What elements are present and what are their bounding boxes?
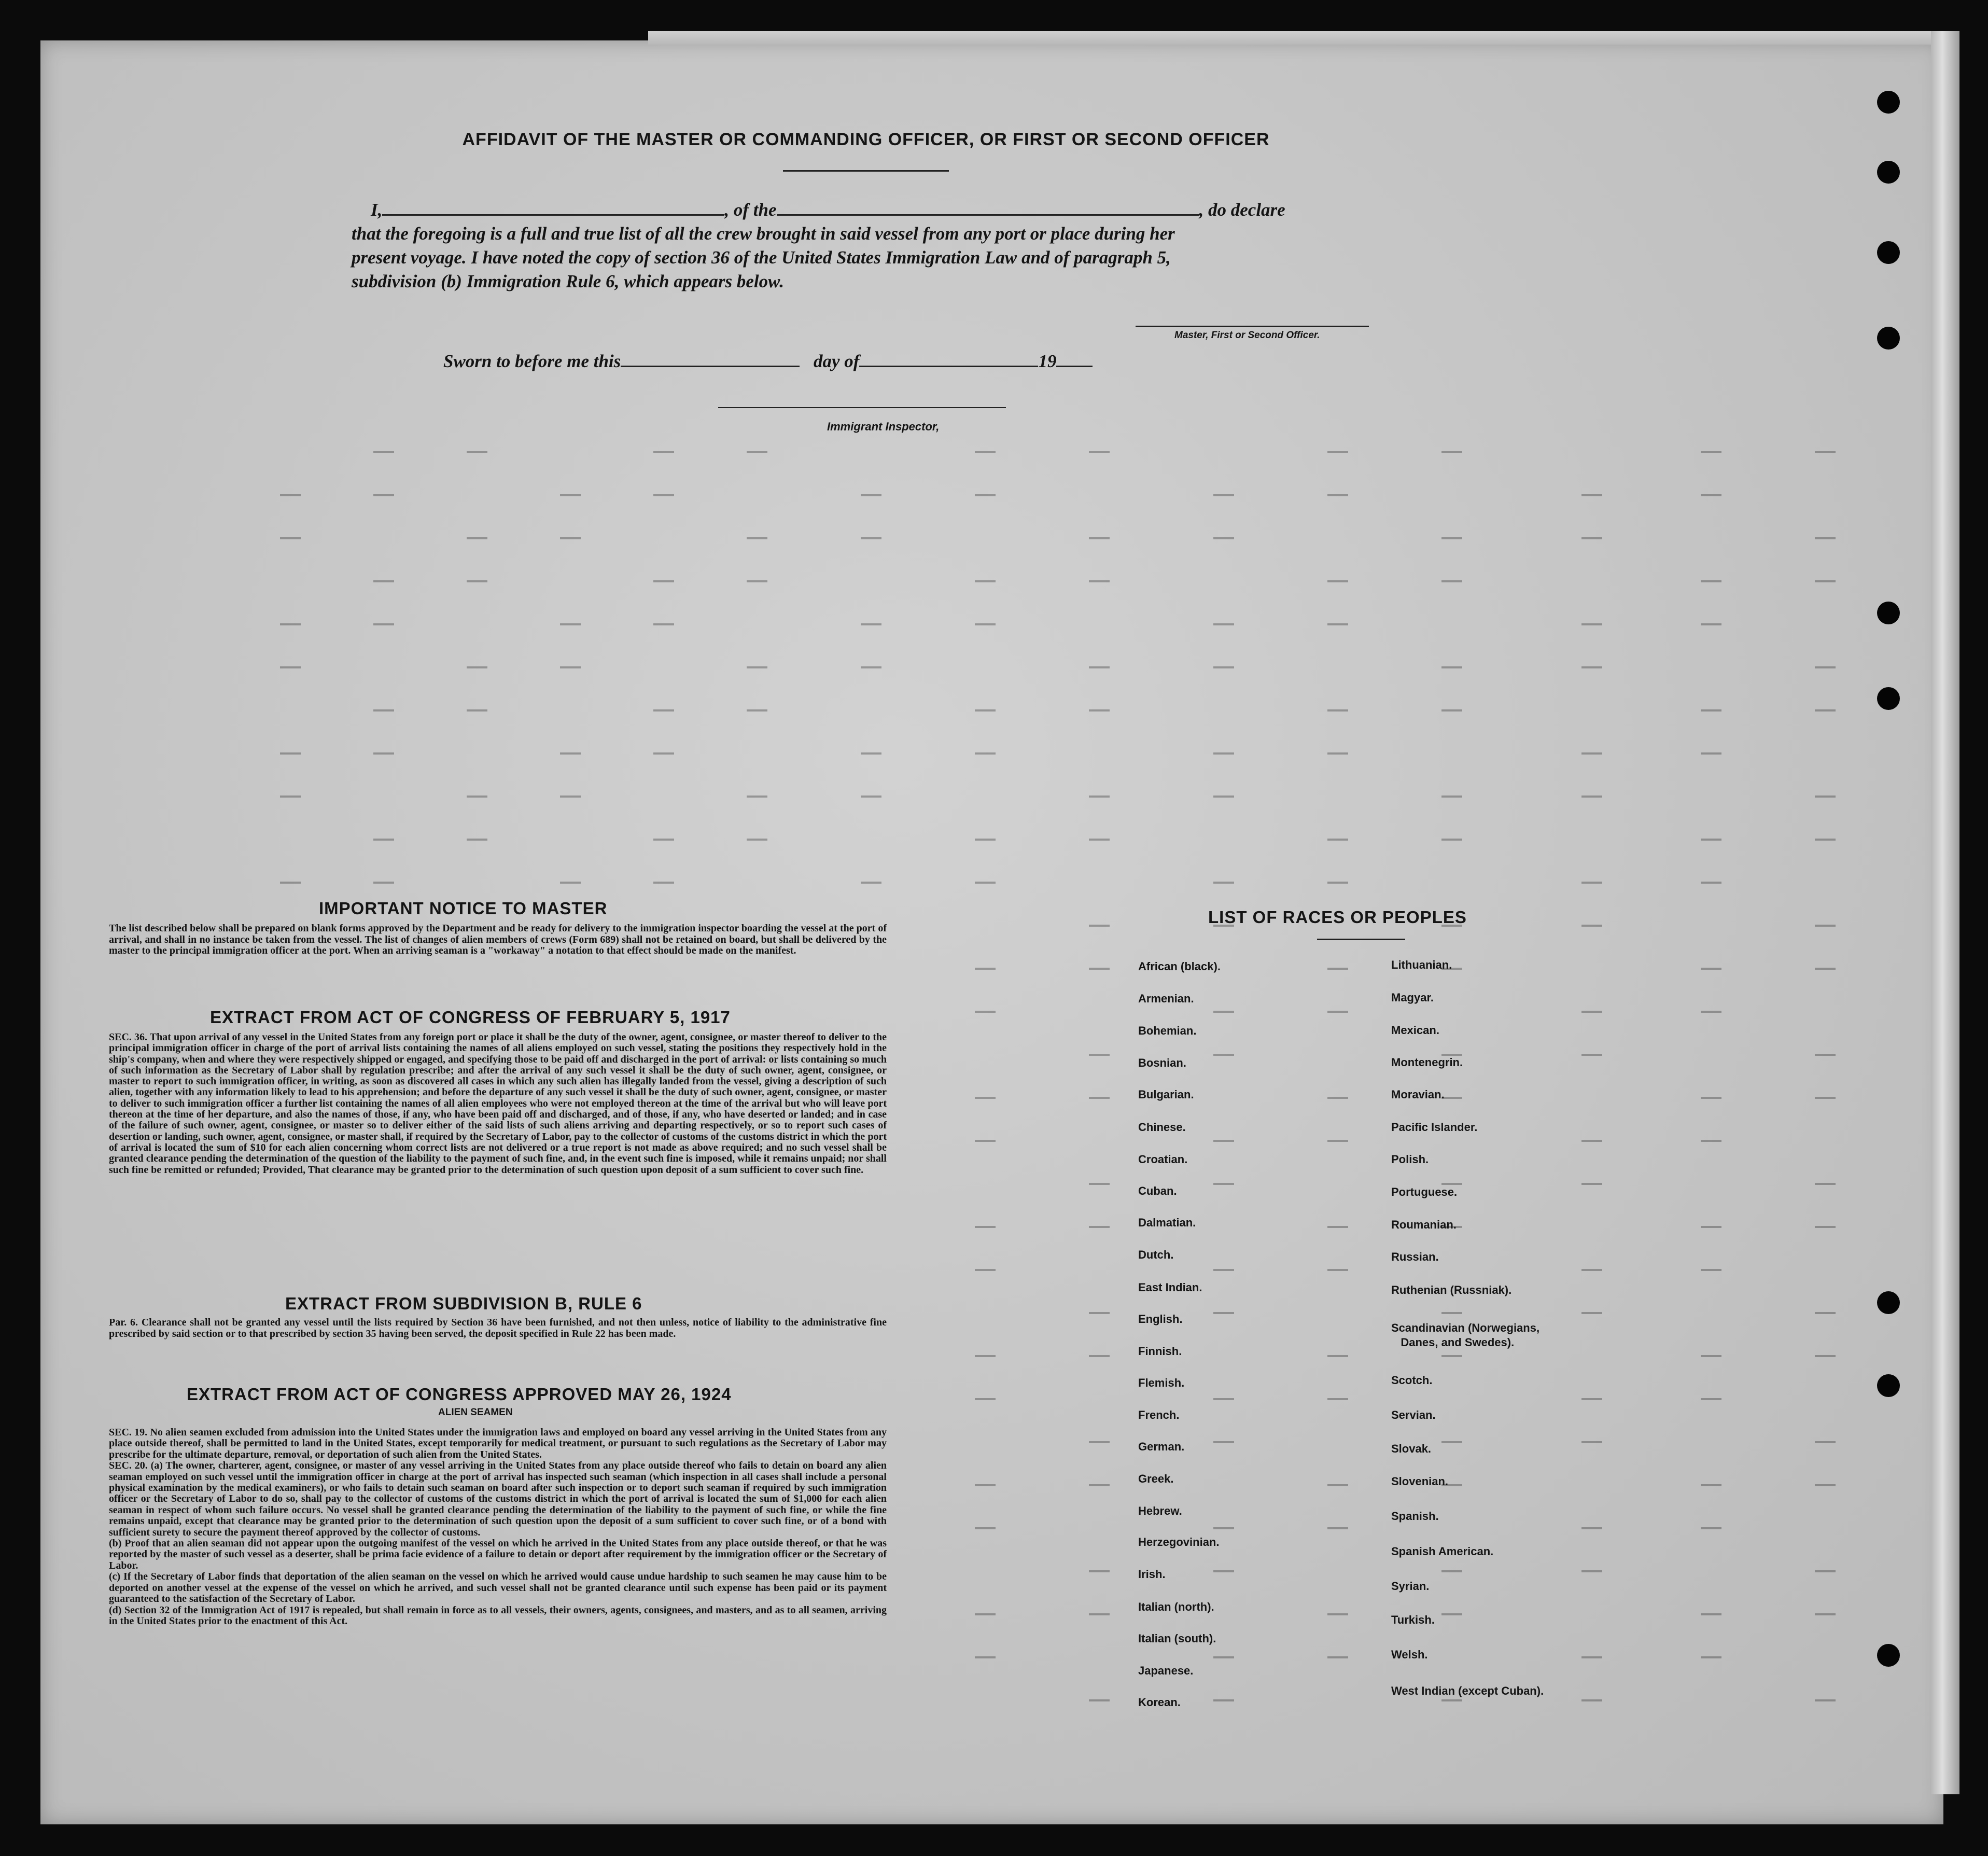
ditto-mark (1089, 666, 1110, 668)
ditto-mark (1581, 1183, 1602, 1185)
ditto-mark (1089, 1613, 1110, 1615)
ditto-mark (747, 709, 767, 711)
race-item: Chinese. (1138, 1121, 1186, 1134)
ditto-mark (1213, 796, 1234, 798)
ditto-mark (373, 451, 394, 453)
ditto-mark (653, 709, 674, 711)
ditto-mark (1581, 1441, 1602, 1443)
race-item: Armenian. (1138, 992, 1194, 1005)
race-item: Scandinavian (Norwegians, Danes, and Swedes). (1391, 1321, 1540, 1349)
ditto-mark (1815, 1054, 1836, 1056)
ditto-mark (1089, 709, 1110, 711)
ditto-mark (1089, 451, 1110, 453)
ditto-mark (975, 1484, 996, 1486)
signature-line (1136, 326, 1369, 327)
ditto-mark (975, 1527, 996, 1529)
ditto-mark (1327, 709, 1348, 711)
ditto-mark (280, 494, 301, 496)
ditto-mark (1815, 1183, 1836, 1185)
page-top-edge (648, 31, 1944, 45)
ditto-mark (861, 494, 881, 496)
race-item: Turkish. (1391, 1613, 1435, 1626)
ditto-mark (1089, 580, 1110, 582)
ditto-mark (467, 796, 487, 798)
race-item: Pacific Islander. (1391, 1121, 1478, 1134)
race-item: Spanish. (1391, 1510, 1439, 1523)
ditto-mark (1213, 1312, 1234, 1314)
ditto-mark (1701, 752, 1721, 755)
ditto-mark (1581, 1312, 1602, 1314)
race-item: East Indian. (1138, 1281, 1202, 1294)
binder-hole (1877, 91, 1900, 114)
name-blank (382, 199, 724, 216)
ditto-mark (1089, 1699, 1110, 1701)
ditto-mark (975, 1613, 996, 1615)
ditto-mark (1089, 925, 1110, 927)
ditto-mark (1213, 1398, 1234, 1400)
ditto-mark (975, 1269, 996, 1271)
ditto-mark (1327, 968, 1348, 970)
race-item: Polish. (1391, 1153, 1429, 1166)
ditto-mark (1213, 1054, 1234, 1056)
ditto-mark (1441, 1699, 1462, 1701)
ditto-mark (373, 752, 394, 755)
ditto-mark (1327, 1269, 1348, 1271)
ditto-mark (1701, 839, 1721, 841)
affidavit-declare: , do declare (1199, 200, 1285, 220)
race-item: Servian. (1391, 1408, 1436, 1421)
ditto-mark (1213, 1527, 1234, 1529)
ditto-mark (1327, 580, 1348, 582)
sworn-line (443, 350, 1093, 373)
ditto-mark (975, 839, 996, 841)
ditto-mark (373, 623, 394, 625)
ditto-mark (280, 882, 301, 884)
binder-hole (1877, 327, 1900, 350)
ditto-mark (1815, 1226, 1836, 1228)
ditto-mark (467, 537, 487, 539)
race-item: Croatian. (1138, 1153, 1188, 1166)
ditto-mark (1327, 1355, 1348, 1357)
ditto-mark (975, 451, 996, 453)
ditto-mark (1089, 1570, 1110, 1572)
race-item: Scotch. (1391, 1374, 1433, 1387)
race-item: Slovenian. (1391, 1475, 1449, 1488)
ditto-mark (1441, 580, 1462, 582)
ditto-mark (975, 1355, 996, 1357)
race-item: Portuguese. (1391, 1185, 1458, 1198)
ditto-mark (1701, 1527, 1721, 1529)
ditto-mark (1213, 1269, 1234, 1271)
ditto-mark (653, 623, 674, 625)
ditto-mark (1815, 1699, 1836, 1701)
ditto-mark (1581, 623, 1602, 625)
ditto-mark (1701, 1097, 1721, 1099)
ditto-mark (1701, 1011, 1721, 1013)
ditto-mark (747, 451, 767, 453)
binder-hole (1877, 1644, 1900, 1667)
affidavit-title: AFFIDAVIT OF THE MASTER OR COMMANDING OFFICER, OR FIRST OR SECOND OFFICER (462, 130, 1270, 149)
ditto-mark (1815, 1355, 1836, 1357)
ditto-mark (1815, 839, 1836, 841)
affidavit-line-4: subdivision (b) Immigration Rule 6, which appears below. (352, 271, 784, 291)
ditto-mark (1213, 752, 1234, 755)
ditto-mark (1327, 1656, 1348, 1658)
ditto-mark (560, 623, 581, 625)
ditto-mark (1815, 1312, 1836, 1314)
race-item: Italian (north). (1138, 1600, 1214, 1613)
ditto-mark (975, 1226, 996, 1228)
race-item: Hebrew. (1138, 1504, 1182, 1517)
ditto-mark (1701, 494, 1721, 496)
ditto-mark (1701, 1613, 1721, 1615)
race-item: Russian. (1391, 1250, 1439, 1263)
race-item: Syrian. (1391, 1580, 1430, 1593)
ditto-mark (560, 796, 581, 798)
ditto-mark (861, 623, 881, 625)
sworn-month-blank (859, 350, 1038, 367)
ditto-mark (373, 882, 394, 884)
ditto-mark (1815, 709, 1836, 711)
race-item: Flemish. (1138, 1376, 1185, 1389)
ditto-mark (1089, 1312, 1110, 1314)
sworn-text: Sworn to before me this (443, 351, 621, 371)
ditto-mark (1701, 580, 1721, 582)
binder-hole (1877, 1374, 1900, 1397)
ditto-mark (1327, 1140, 1348, 1142)
ditto-mark (975, 580, 996, 582)
ditto-mark (1327, 1527, 1348, 1529)
races-title-underline (1317, 939, 1405, 940)
ditto-mark (1581, 1656, 1602, 1658)
ditto-mark (1327, 882, 1348, 884)
ditto-mark (280, 796, 301, 798)
extract-1924-subtitle: ALIEN SEAMEN (438, 1407, 513, 1418)
ditto-mark (975, 494, 996, 496)
race-item: Cuban. (1138, 1184, 1177, 1197)
race-item: Irish. (1138, 1568, 1166, 1581)
ditto-mark (861, 537, 881, 539)
ditto-mark (1327, 1398, 1348, 1400)
ditto-mark (1581, 1527, 1602, 1529)
ditto-mark (1815, 537, 1836, 539)
affidavit-line-2: that the foregoing is a full and true list of all the crew brought in said vessel from any port or place during her (352, 224, 1175, 244)
race-item: Mexican. (1391, 1024, 1439, 1037)
race-item: Bosnian. (1138, 1056, 1186, 1069)
ditto-mark (747, 537, 767, 539)
ditto-mark (747, 666, 767, 668)
ditto-mark (1701, 1226, 1721, 1228)
ditto-mark (1581, 666, 1602, 668)
ditto-mark (1581, 537, 1602, 539)
ditto-mark (467, 709, 487, 711)
sworn-year-blank (1056, 350, 1093, 367)
sworn-day-of: day of (814, 351, 860, 371)
race-item: African (black). (1138, 960, 1221, 973)
race-item: Ruthenian (Russniak). (1391, 1283, 1512, 1296)
ditto-mark (467, 580, 487, 582)
ditto-mark (1701, 1484, 1721, 1486)
affidavit-line-1 (371, 198, 1285, 222)
ditto-mark (1815, 1441, 1836, 1443)
ditto-mark (1089, 839, 1110, 841)
ditto-mark (1441, 1570, 1462, 1572)
races-title: LIST OF RACES OR PEOPLES (1208, 908, 1467, 927)
ditto-mark (1213, 494, 1234, 496)
binder-hole (1877, 687, 1900, 710)
ditto-mark (1327, 839, 1348, 841)
ditto-mark (975, 968, 996, 970)
ditto-mark (1213, 623, 1234, 625)
ditto-mark (1701, 1355, 1721, 1357)
ditto-mark (560, 882, 581, 884)
ditto-mark (373, 580, 394, 582)
ditto-mark (1327, 1011, 1348, 1013)
inspector-signature-line (718, 407, 1006, 408)
affidavit-line-3: present voyage. I have noted the copy of section 36 of the United States Immigration Law and of paragraph 5, (352, 247, 1171, 268)
ditto-mark (1581, 1140, 1602, 1142)
ditto-mark (653, 580, 674, 582)
rule-6-text: Par. 6. Clearance shall not be granted any vessel until the lists required by Section 36 have been furnished, and not then unless, notice of liability to the administrative fine prescribed by said section or to that prescribed by section 35 having been served, the deposit specified in Rule 22 has been made. (109, 1317, 887, 1339)
vessel-blank (777, 199, 1199, 216)
ditto-mark (1327, 451, 1348, 453)
race-item: Dalmatian. (1138, 1216, 1196, 1229)
ditto-mark (280, 623, 301, 625)
ditto-mark (1815, 580, 1836, 582)
ditto-mark (975, 1140, 996, 1142)
ditto-mark (1089, 1441, 1110, 1443)
ditto-mark (975, 709, 996, 711)
ditto-mark (1213, 1183, 1234, 1185)
ditto-mark (373, 494, 394, 496)
ditto-mark (1701, 882, 1721, 884)
ditto-mark (1213, 537, 1234, 539)
ditto-mark (1327, 1097, 1348, 1099)
ditto-mark (1327, 494, 1348, 496)
ditto-mark (1441, 1355, 1462, 1357)
ditto-mark (1701, 451, 1721, 453)
ditto-mark (560, 494, 581, 496)
extract-1917-text: SEC. 36. That upon arrival of any vessel in the United States from any foreign port or place it shall be the duty of the owner, agent, consignee, or master thereof to deliver to the principal immigration officer in charge of the port of arrival lists containing the names of all aliens employed on such vessel, stating the positions they respectively hold in the ship's company, when and where they were respectively shipped or engaged, and specifying those to be paid off and discharged in the port of arrival: or lists containing so much of such information as the Secretary of Labor shall by regulation prescribe; and after the arrival of any such vessel it shall be the duty of such owner, agent, consignee, or master to report to such immigration officer, in writing, as soon as discovered all cases in which any such alien has illegally landed from the vessel, giving a description of such alien, together with any information likely to lead to his apprehension; and before the departure of any such vessel it shall be the duty of such owner, agent, consignee, or master to deliver to such immigration officer a further list containing the names of all alien employees who were not employed thereon at the time of the arrival but who will leave port thereon at the time of her departure, and also the names of those, if any, who have been paid off and discharged, and of those, if any, who have deserted or landed; and in case of the failure of such owner, agent, consignee, or master so to deliver either of the said lists of such aliens arriving and departing respectively, or so to report such cases of desertion or landing, such owner, agent, consignee, or master shall, if required by the Secretary of Labor, pay to the collector of customs of the customs district in which the port of arrival is located the sum of $10 for each alien concerning whom correct lists are not delivered or a true report is not made as above required; and no such vessel shall be granted clearance pending the determination of the question of the liability to the payment of such fine, and, in the event such fine is imposed, while it remains unpaid; nor shall such fine be remitted or refunded; Provided, That clearance may be granted prior to the determination of such question upon deposit of a sum sufficient to cover such fine. (109, 1031, 887, 1176)
ditto-mark (1327, 623, 1348, 625)
ditto-mark (1815, 925, 1836, 927)
ditto-mark (1581, 1398, 1602, 1400)
ditto-mark (467, 666, 487, 668)
ditto-mark (1441, 1312, 1462, 1314)
ditto-mark (1815, 1484, 1836, 1486)
ditto-mark (975, 623, 996, 625)
ditto-mark (1701, 1140, 1721, 1142)
ditto-mark (653, 752, 674, 755)
race-item: Slovak. (1391, 1442, 1432, 1455)
race-item: German. (1138, 1440, 1185, 1453)
race-item: West Indian (except Cuban). (1391, 1684, 1544, 1697)
ditto-mark (280, 752, 301, 755)
ditto-mark (1441, 537, 1462, 539)
binder-hole (1877, 1291, 1900, 1314)
binder-hole (1877, 161, 1900, 184)
ditto-mark (1701, 1398, 1721, 1400)
ditto-mark (1701, 1656, 1721, 1658)
ditto-mark (653, 839, 674, 841)
race-item: Bulgarian. (1138, 1088, 1194, 1101)
ditto-mark (1441, 1613, 1462, 1615)
sworn-year: 19 (1038, 351, 1057, 371)
ditto-mark (1815, 1097, 1836, 1099)
ditto-mark (747, 796, 767, 798)
ditto-mark (1441, 1441, 1462, 1443)
race-item: Lithuanian. (1391, 958, 1452, 971)
ditto-mark (1089, 1484, 1110, 1486)
ditto-mark (653, 882, 674, 884)
ditto-mark (1089, 1226, 1110, 1228)
extract-1924-title: EXTRACT FROM ACT OF CONGRESS APPROVED MAY 26, 1924 (187, 1385, 732, 1404)
ditto-mark (1441, 1097, 1462, 1099)
ditto-mark (1213, 1656, 1234, 1658)
ditto-mark (1815, 968, 1836, 970)
ditto-mark (1213, 882, 1234, 884)
ditto-mark (280, 537, 301, 539)
ditto-mark (1441, 796, 1462, 798)
ditto-mark (1441, 666, 1462, 668)
race-item: English. (1138, 1313, 1183, 1325)
ditto-mark (975, 1398, 996, 1400)
notice-title: IMPORTANT NOTICE TO MASTER (319, 899, 608, 918)
ditto-mark (1089, 537, 1110, 539)
ditto-mark (1581, 1011, 1602, 1013)
affidavit-of-the: , of the (724, 200, 777, 220)
inspector-caption: Immigrant Inspector, (827, 420, 940, 433)
ditto-mark (1815, 796, 1836, 798)
ditto-mark (1581, 1699, 1602, 1701)
ditto-mark (1327, 1226, 1348, 1228)
ditto-mark (1581, 494, 1602, 496)
ditto-mark (1327, 1484, 1348, 1486)
ditto-mark (1581, 925, 1602, 927)
ditto-mark (560, 752, 581, 755)
extract-1924-text: SEC. 19. No alien seamen excluded from admission into the United States under the immigration laws and employed on board any vessel arriving in the United States from any place outside thereof, shall be permitted to land in the United States, except temporarily for medical treatment, or pursuant to such regulations as the Secretary of Labor may prescribe for the ultimate departure, removal, or deportation of such alien from the United States. SEC. 20. (a) The owner, charterer, agent, consignee, or master of any vessel arriving in the United States from any place outside thereof who fails to detain on board any alien seaman employed on such vessel until the immigration officer in charge at the port of arrival has inspected such seaman (which inspection in all cases shall include a personal physical examination by the medical examiners), or who fails to detain such seaman on board after such inspection or to deport such seaman if required by such immigration officer or the Secretary of Labor to do so, shall pay to the collector of customs of the customs district in which the port of arrival is located the sum of $1,000 for each alien seaman in respect of whom such failure occurs. No vessel shall be granted clearance pending the determination of the liability to the payment of such fine, or while the fine remains unpaid, except that clearance may be granted prior to the determination of such question upon the deposit of a sum sufficient to cover such fine, or of a bond with sufficient surety to secure the payment thereof approved by the collector of customs. (b) Proof that an alien seaman did not appear upon the outgoing manifest of the vessel on which he arrived in the United States from any place outside thereof, or that he was reported by the master of such vessel as a deserter, shall be prima facie evidence of a failure to detain or deport after requirement by the immigration officer or the Secretary of Labor. (c) If the Secretary of Labor finds that deportation of the alien seaman on the vessel on which he arrived would cause undue hardship to such seamen he may cause him to be deported on another vessel at the expense of the vessel on which he arrived, and such vessel shall not be granted clearance until such expense has been paid or its payment guaranteed to the satisfaction of the Secretary of Labor. (d) Section 32 of the Immigration Act of 1917 is repealed, but shall remain in force as to all vessels, their owners, agents, consignees, and masters, and as to all seamen, arriving in the United States prior to the enactment of this Act. (109, 1427, 887, 1627)
ditto-mark (1213, 666, 1234, 668)
ditto-mark (861, 882, 881, 884)
ditto-mark (975, 1011, 996, 1013)
ditto-mark (1089, 1097, 1110, 1099)
ditto-mark (653, 494, 674, 496)
ditto-mark (1213, 1570, 1234, 1572)
title-underline (783, 170, 949, 172)
binder-hole (1877, 602, 1900, 624)
ditto-mark (1213, 1011, 1234, 1013)
rule-6-title: EXTRACT FROM SUBDIVISION B, RULE 6 (285, 1294, 642, 1313)
ditto-mark (467, 451, 487, 453)
ditto-mark (1213, 1441, 1234, 1443)
race-item: Roumanian. (1391, 1218, 1457, 1231)
ditto-mark (1581, 1054, 1602, 1056)
ditto-mark (1701, 709, 1721, 711)
ditto-mark (373, 709, 394, 711)
race-item: Herzegovinian. (1138, 1536, 1220, 1548)
ditto-mark (1441, 839, 1462, 841)
ditto-mark (1701, 968, 1721, 970)
ditto-mark (1089, 796, 1110, 798)
ditto-mark (861, 796, 881, 798)
ditto-mark (560, 537, 581, 539)
race-item: Bohemian. (1138, 1024, 1197, 1037)
ditto-mark (1213, 1699, 1234, 1701)
ditto-mark (1441, 709, 1462, 711)
race-item: Greek. (1138, 1472, 1174, 1485)
ditto-mark (467, 839, 487, 841)
affidavit-i: I, (371, 200, 383, 220)
ditto-mark (1815, 1570, 1836, 1572)
ditto-mark (1581, 752, 1602, 755)
race-item: Montenegrin. (1391, 1056, 1463, 1069)
ditto-mark (975, 1097, 996, 1099)
page-right-edge (1931, 31, 1959, 1794)
notice-text: The list described below shall be prepared on blank forms approved by the Department and be ready for delivery to the immigration inspector boarding the vessel at the port of arrival, and shall in no instance be taken from the vessel. The list of changes of alien members of crews (Form 689) shall not be retained on board, but shall be delivered by the master to the principal immigration officer at the port. When an arriving seaman is a "workaway" a notation to that effect should be made on the manifest. (109, 923, 887, 956)
ditto-mark (373, 839, 394, 841)
ditto-mark (1815, 451, 1836, 453)
ditto-mark (861, 752, 881, 755)
signature-caption: Master, First or Second Officer. (1174, 330, 1320, 341)
ditto-mark (280, 666, 301, 668)
ditto-mark (1815, 1613, 1836, 1615)
ditto-mark (560, 666, 581, 668)
ditto-mark (1327, 752, 1348, 755)
race-item: Moravian. (1391, 1088, 1445, 1101)
ditto-mark (975, 882, 996, 884)
binder-hole (1877, 241, 1900, 264)
ditto-mark (1327, 1613, 1348, 1615)
extract-1917-title: EXTRACT FROM ACT OF CONGRESS OF FEBRUARY 5, 1917 (210, 1008, 731, 1027)
race-item: Finnish. (1138, 1345, 1182, 1358)
ditto-mark (747, 839, 767, 841)
ditto-mark (861, 666, 881, 668)
ditto-mark (975, 1656, 996, 1658)
race-item: Welsh. (1391, 1648, 1428, 1661)
ditto-mark (1581, 882, 1602, 884)
ditto-mark (1089, 1054, 1110, 1056)
ditto-mark (1815, 666, 1836, 668)
ditto-mark (653, 451, 674, 453)
ditto-mark (1089, 1355, 1110, 1357)
race-item: Spanish American. (1391, 1545, 1494, 1558)
ditto-mark (1441, 451, 1462, 453)
ditto-mark (747, 580, 767, 582)
race-item: Japanese. (1138, 1664, 1194, 1677)
ditto-mark (1581, 1269, 1602, 1271)
ditto-mark (1701, 1269, 1721, 1271)
ditto-mark (1089, 968, 1110, 970)
ditto-mark (1701, 623, 1721, 625)
ditto-mark (1581, 1570, 1602, 1572)
race-item: Dutch. (1138, 1248, 1174, 1261)
race-item: Korean. (1138, 1696, 1181, 1709)
ditto-mark (975, 752, 996, 755)
ditto-mark (1089, 1183, 1110, 1185)
race-item: French. (1138, 1408, 1180, 1421)
race-item: Magyar. (1391, 991, 1434, 1004)
race-item: Italian (south). (1138, 1632, 1216, 1645)
sworn-day-blank (621, 350, 800, 367)
ditto-mark (1213, 1140, 1234, 1142)
ditto-mark (1581, 796, 1602, 798)
